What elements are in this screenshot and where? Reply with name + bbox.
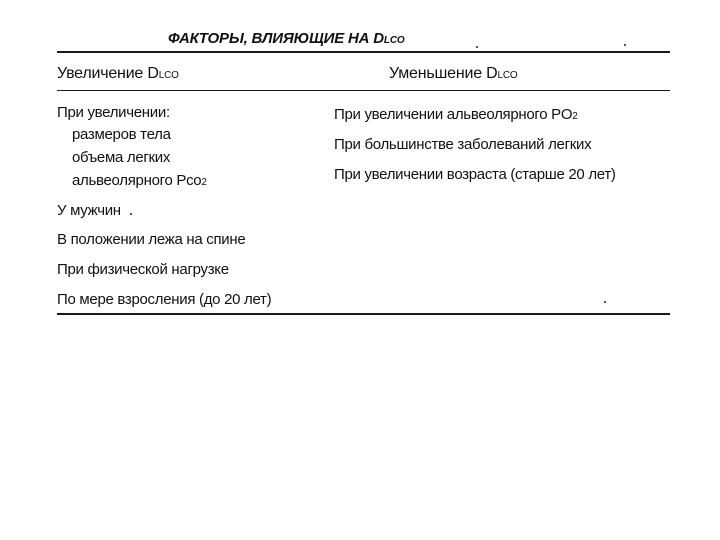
- bottom-rule: [57, 313, 670, 315]
- increase-alveolar-pco2-text: альвеолярного Pco: [72, 172, 202, 189]
- increase-alveolar-pco2: [72, 172, 207, 189]
- table-title-main: ФАКТОРЫ, ВЛИЯЮЩИЕ НА D: [168, 30, 384, 47]
- decrease-lung-disease: При большинстве заболеваний легких: [334, 136, 592, 153]
- increase-growth: По мере взросления (до 20 лет): [57, 291, 272, 308]
- increase-supine: В положении лежа на спине: [57, 231, 246, 248]
- scan-speck: [476, 46, 478, 48]
- increase-men: У мужчин: [57, 202, 121, 219]
- increase-exercise: При физической нагрузке: [57, 261, 229, 278]
- increase-body-size: размеров тела: [72, 126, 171, 143]
- column-header-increase-label: Увеличение D: [57, 65, 159, 82]
- column-header-increase-subscript: LCO: [158, 70, 179, 81]
- scan-speck: [624, 44, 626, 46]
- decrease-alveolar-po2-text: При увеличении альвеолярного PO: [334, 106, 573, 123]
- decrease-alveolar-po2: [334, 106, 578, 123]
- column-header-decrease-subscript: LCO: [497, 70, 518, 81]
- increase-intro: При увеличении:: [57, 104, 170, 121]
- column-header-decrease: [389, 65, 518, 83]
- column-header-decrease-label: Уменьшение D: [389, 65, 498, 82]
- header-rule: [57, 90, 670, 91]
- decrease-age: При увеличении возраста (старше 20 лет): [334, 166, 616, 183]
- scan-speck: [130, 213, 132, 215]
- increase-lung-volume: объема легких: [72, 149, 171, 166]
- top-rule: [57, 51, 670, 53]
- table-title-subscript: LCO: [383, 35, 405, 46]
- decrease-alveolar-po2-subscript: 2: [572, 111, 578, 122]
- table-title: [168, 30, 404, 47]
- increase-alveolar-pco2-subscript: 2: [201, 177, 207, 188]
- scan-speck: [604, 301, 606, 303]
- column-header-increase: [57, 65, 179, 83]
